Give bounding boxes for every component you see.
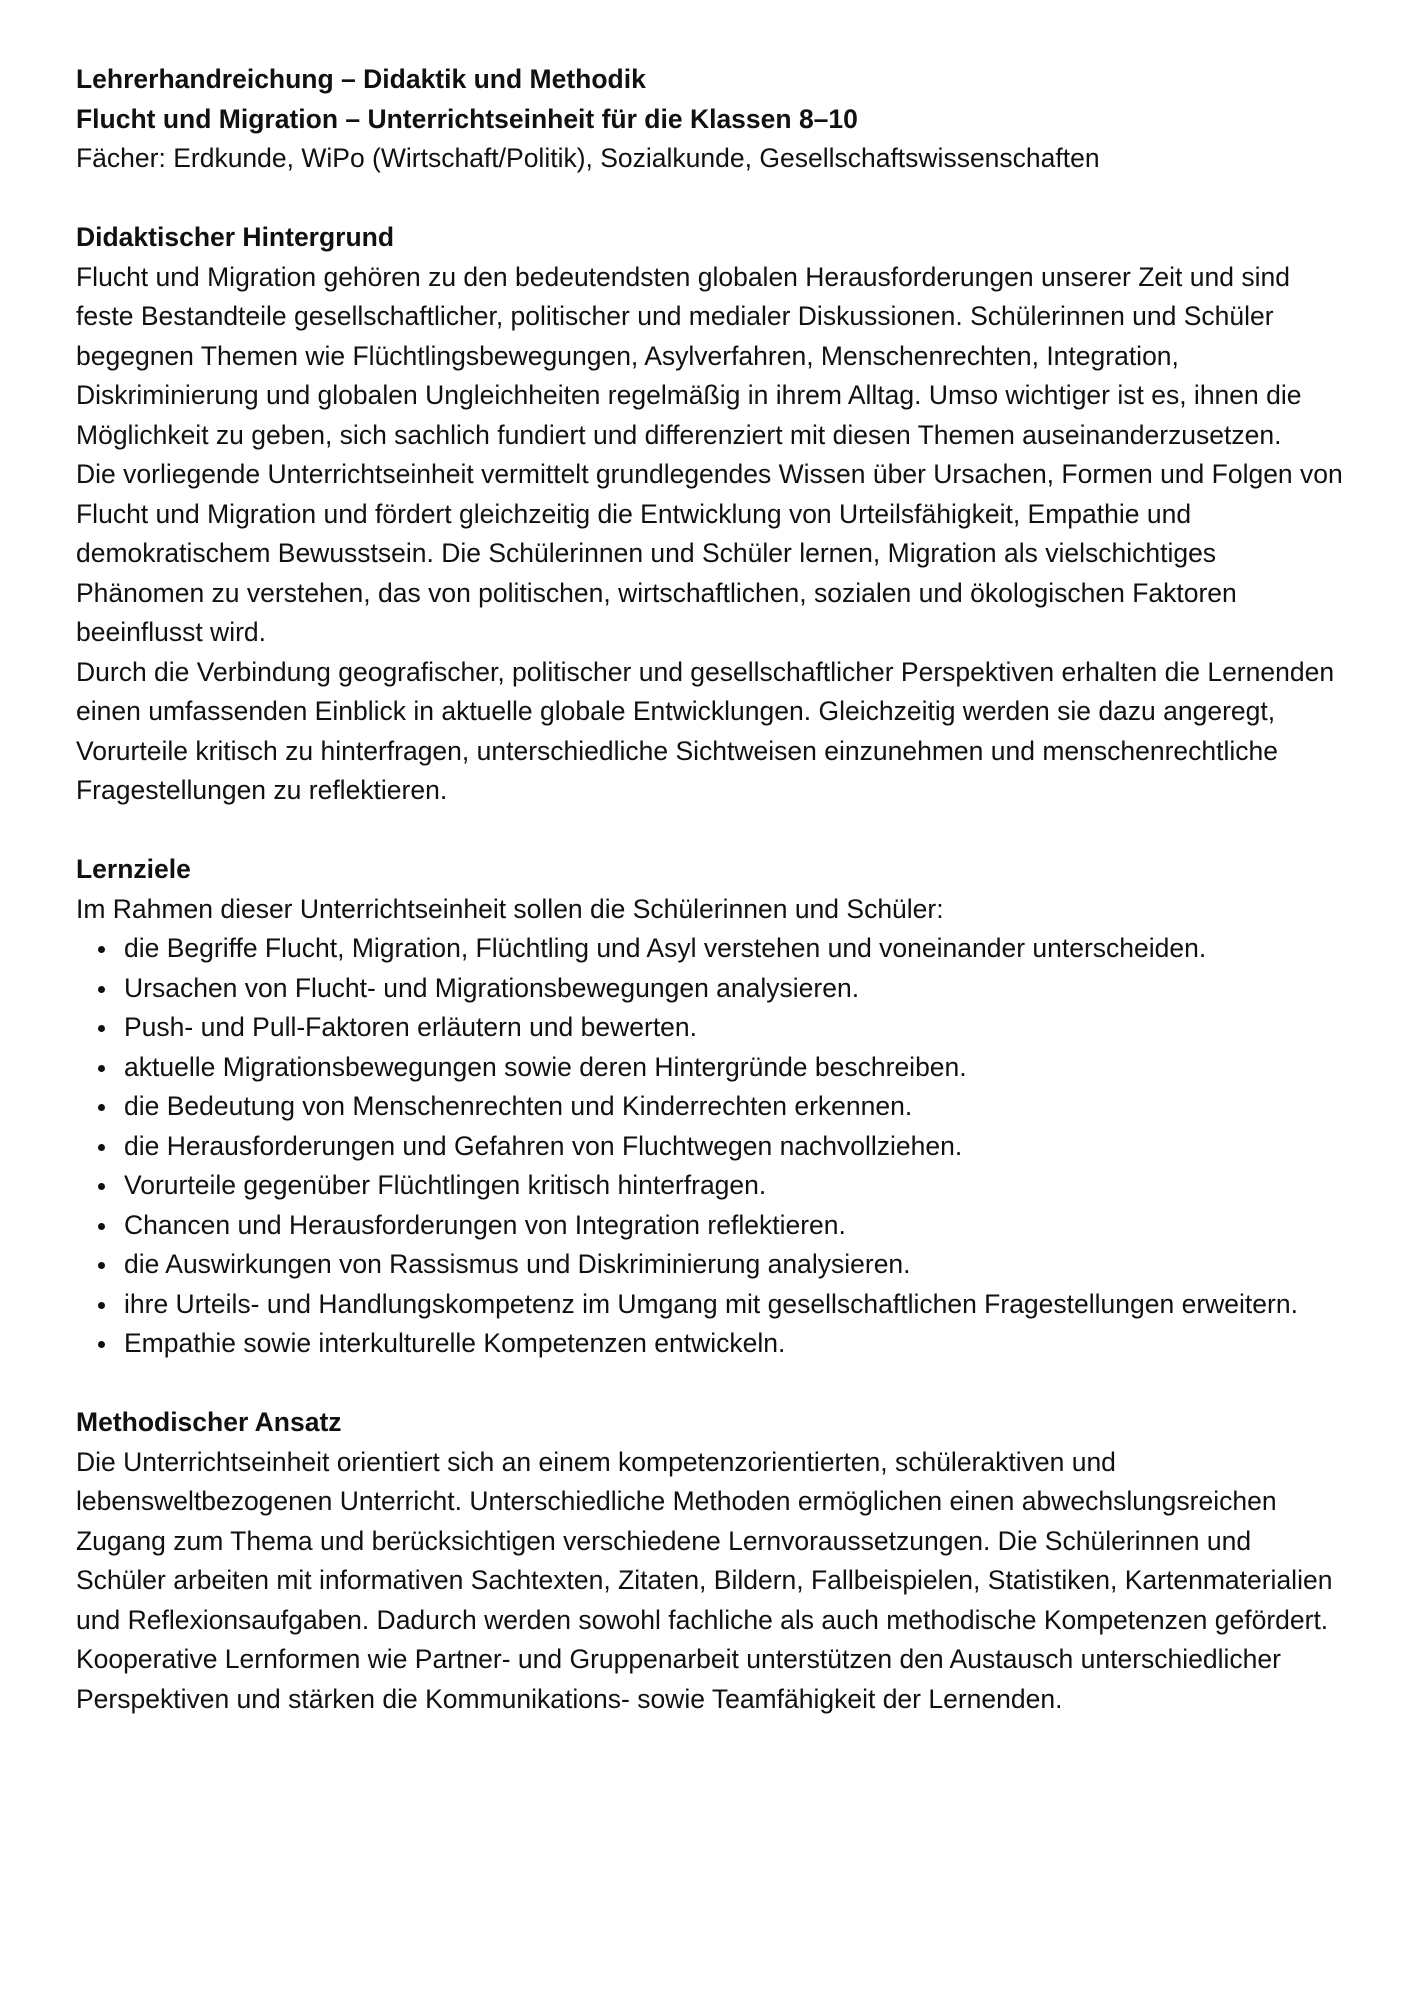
section-learning-goals	[76, 850, 1344, 1364]
section-heading: Methodischer Ansatz	[76, 1407, 342, 1437]
list-item: Push- und Pull-Faktoren erläutern und bewerten.	[124, 1008, 1344, 1048]
list-item: Chancen und Herausforderungen von Integration reflektieren.	[124, 1206, 1344, 1246]
paragraph: Die Unterrichtseinheit orientiert sich an einem kompetenzorientierten, schüleraktiven und lebensweltbezogenen Unterricht. Unterschiedliche Methoden ermöglichen einen abwechslungsreichen Zugang zum Thema und berücksichtigen verschiedene Lernvoraussetzungen. Die Schülerinnen und Schüler arbeiten mit informativen Sachtexten, Zitaten, Bildern, Fallbeispielen, Statistiken, Kartenmaterialien und Reflexionsaufgaben. Dadurch werden sowohl fachliche als auch methodische Kompetenzen gefördert.	[76, 1446, 1333, 1635]
section-method	[76, 1403, 1344, 1719]
subjects-line: Fächer: Erdkunde, WiPo (Wirtschaft/Politik), Sozialkunde, Gesellschaftswissenschaften	[76, 143, 1100, 173]
list-item: Ursachen von Flucht- und Migrationsbewegungen analysieren.	[124, 969, 1344, 1009]
section-heading: Lernziele	[76, 854, 191, 884]
section-heading: Didaktischer Hintergrund	[76, 222, 395, 252]
list-item: ihre Urteils- und Handlungskompetenz im Umgang mit gesellschaftlichen Fragestellungen erweitern.	[124, 1285, 1344, 1325]
document-subtitle: Flucht und Migration – Unterrichtseinheit für die Klassen 8–10	[76, 103, 858, 134]
paragraph: Flucht und Migration gehören zu den bedeutendsten globalen Herausforderungen unserer Zeit und sind feste Bestandteile gesellschaftlicher, politischer und medialer Diskussionen. Schülerinnen und Schüler begegnen Themen wie Flüchtlingsbewegungen, Asylverfahren, Menschenrechten, Integration, Diskriminierung und globalen Ungleichheiten regelmäßig in ihrem Alltag. Umso wichtiger ist es, ihnen die Möglichkeit zu geben, sich sachlich fundiert und differenziert mit diesen Themen auseinanderzusetzen.	[76, 261, 1302, 450]
spacer	[76, 179, 1344, 219]
paragraph: Die vorliegende Unterrichtseinheit vermittelt grundlegendes Wissen über Ursachen, Formen und Folgen von Flucht und Migration und fördert gleichzeitig die Entwicklung von Urteilsfähigkeit, Empathie und demokratischem Bewusstsein. Die Schülerinnen und Schüler lernen, Migration als vielschichtiges Phänomen zu verstehen, das von politischen, wirtschaftlichen, sozialen und ökologischen Faktoren beeinflusst wird.	[76, 459, 1343, 647]
document-header	[76, 60, 1344, 179]
list-item: die Auswirkungen von Rassismus und Diskriminierung analysieren.	[124, 1245, 1344, 1285]
goals-list	[76, 929, 1344, 1364]
list-item: die Begriffe Flucht, Migration, Flüchtling und Asyl verstehen und voneinander unterscheiden.	[124, 929, 1344, 969]
paragraph: Durch die Verbindung geografischer, politischer und gesellschaftlicher Perspektiven erhalten die Lernenden einen umfassenden Einblick in aktuelle globale Entwicklungen. Gleichzeitig werden sie dazu angeregt, Vorurteile kritisch zu hinterfragen, unterschiedliche Sichtweisen einzunehmen und menschenrechtliche Fragestellungen zu reflektieren.	[76, 656, 1335, 805]
list-item: die Bedeutung von Menschenrechten und Kinderrechten erkennen.	[124, 1087, 1344, 1127]
goals-intro: Im Rahmen dieser Unterrichtseinheit sollen die Schülerinnen und Schüler:	[76, 893, 944, 924]
spacer	[76, 811, 1344, 851]
list-item: aktuelle Migrationsbewegungen sowie deren Hintergründe beschreiben.	[124, 1048, 1344, 1088]
document-title: Lehrerhandreichung – Didaktik und Methodik	[76, 64, 646, 94]
paragraph: Kooperative Lernformen wie Partner- und Gruppenarbeit unterstützen den Austausch unterschiedlicher Perspektiven und stärken die Kommunikations- sowie Teamfähigkeit der Lernenden.	[76, 1644, 1281, 1714]
section-didactic-background	[76, 218, 1344, 811]
list-item: Empathie sowie interkulturelle Kompetenzen entwickeln.	[124, 1324, 1344, 1364]
spacer	[76, 1364, 1344, 1404]
list-item: die Herausforderungen und Gefahren von Fluchtwegen nachvollziehen.	[124, 1127, 1344, 1167]
list-item: Vorurteile gegenüber Flüchtlingen kritisch hinterfragen.	[124, 1166, 1344, 1206]
